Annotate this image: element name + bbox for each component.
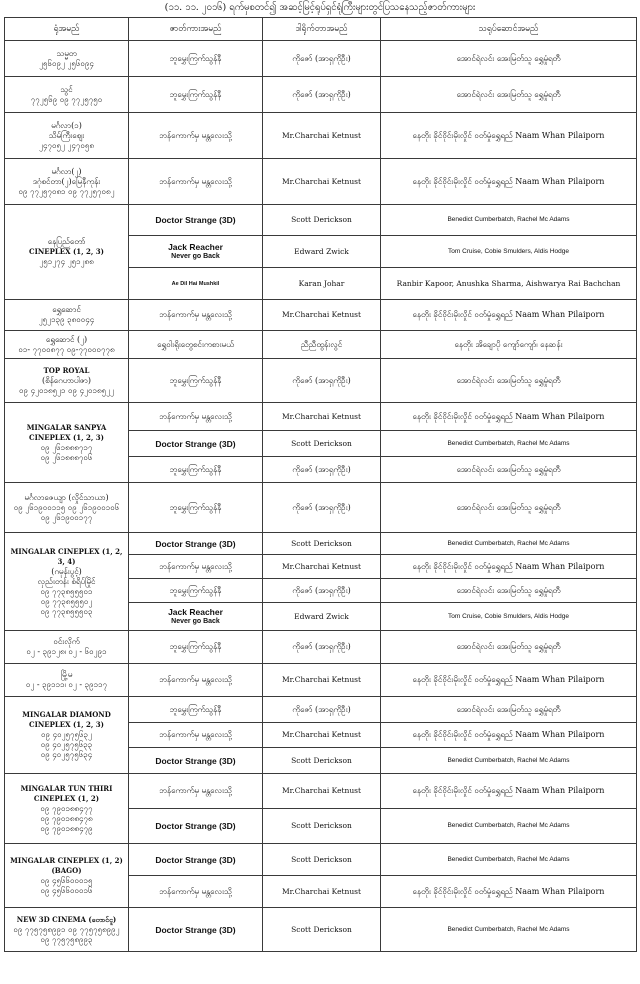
film-cell	[129, 603, 263, 631]
cinema-phone: ၀၉ ၄၀၂၅၇၅၆၃၂	[41, 730, 92, 739]
cinema-subname: CINEPLEX (1, 2, 3)	[29, 247, 104, 256]
cinema-phone: ၀၉ ၇၉၀၁၈၈၄၇၈	[40, 813, 93, 823]
director-cell: Mr.Charchai Ketnust	[263, 113, 381, 159]
cinema-cell	[5, 844, 129, 908]
cast-cell: Benedict Cumberbatch, Rachel Mc Adams	[381, 205, 637, 236]
table-row	[5, 664, 637, 697]
cinema-phone: ၀၉ ၄၂၀၁၈၅၂၁ ၀၉ ၄၂၀၁၈၅၂၂	[19, 385, 114, 395]
cinema-cell	[5, 159, 129, 205]
film-cell: ဘန်ကောက်မှ မန္တလေးသို့	[129, 113, 263, 159]
director-cell: ကိုဇော် (အာရှကိုဦး)	[263, 483, 381, 533]
film-cell: Doctor Strange (3D)	[129, 809, 263, 844]
cast-cell: နေတိုး ခိုင်ဝိုင်းမိုးလှိုင် ဝတ်မှုံရွှေရည် Naam Whan Pilaiporn	[381, 876, 637, 908]
film-cell: ဘူမွှေးကြက်သွန်နီ	[129, 631, 263, 664]
director-cell: Mr.Charchai Ketnust	[263, 723, 381, 748]
director-cell: Karan Johar	[263, 268, 381, 300]
film-subtitle: Never go Back	[171, 252, 220, 260]
director-cell: ကိုဇော် (အာရှကိုဦး)	[263, 41, 381, 77]
film-cell: ဘူမွှေးကြက်သွန်နီ	[129, 41, 263, 77]
cinema-phone: ၂၅၂၁၃၉ ၃၈၀၀၄၄	[38, 315, 95, 324]
film-cell: ဘူမွှေးကြက်သွန်နီ	[129, 359, 263, 403]
director-cell: Mr.Charchai Ketnust	[263, 403, 381, 431]
director-cell: Scott Derickson	[263, 844, 381, 876]
cinema-location: လှည်းတန်း စံရိပ်မြိုင်	[37, 576, 96, 586]
director-cell: ကိုဇော် (အာရှကိုဦး)	[263, 579, 381, 603]
cinema-phone: ၀၉ ၄၀၂၅၇၅၆၃၄	[40, 750, 93, 759]
cinema-phone: ၀၉ ၄၀၂၅၇၅၆၃၃	[40, 740, 93, 749]
cinema-phone: ၂၅၁၂၇၄ ၂၅၁၂၈၈	[39, 257, 94, 266]
cinema-name: ရွှေဆောင် (၂)	[45, 334, 88, 344]
film-cell: ဘန်ကောက်မှ မန္တလေးသို့	[129, 664, 263, 697]
showtimes-table	[4, 17, 637, 952]
table-row	[5, 331, 637, 359]
director-cell: ကိုဇော် (အာရှကိုဦး)	[263, 77, 381, 113]
cinema-name: ဝင်းလိုက်	[53, 637, 80, 646]
cinema-phone: ၀၉ ၂၆၁၉၀၀၁၇၇	[40, 512, 93, 522]
cast-cell: နေတိုး ခိုင်ဝိုင်းမိုးလှိုင် ဝတ်မှုံရွှေရည် Naam Whan Pilaiporn	[381, 664, 637, 697]
cast-cell: Benedict Cumberbatch, Rachel Mc Adams	[381, 908, 637, 952]
cinema-phone: ၂၄၇၀၅၂ ၂၄၇၀၅၈	[39, 140, 94, 150]
table-row	[5, 359, 637, 403]
film-cell: ဘူမွှေးကြက်သွန်နီ	[129, 579, 263, 603]
cinema-name: သမ္မတ	[56, 48, 77, 58]
film-cell: ဘန်ကောက်မှ မန္တလေးသို့	[129, 774, 263, 809]
table-header-row	[5, 18, 637, 41]
film-cell: Doctor Strange (3D)	[129, 748, 263, 774]
cast-cell: Benedict Cumberbatch, Rachel Mc Adams	[381, 809, 637, 844]
cinema-cell	[5, 113, 129, 159]
director-cell: Edward Zwick	[263, 603, 381, 631]
cinema-phone: ၀၉ ၄၅၆၆၀၀၀၁၅	[40, 875, 93, 885]
film-title: Jack Reacher	[168, 241, 223, 252]
table-row	[5, 205, 637, 236]
cinema-subname: CINEPLEX (1, 2, 3)	[29, 720, 104, 729]
cinema-subname: CINEPLEX (1, 2, 3)	[29, 432, 104, 442]
cinema-phone: ၀၉ ၂၆၁၈၈၈၇၀၆	[40, 452, 93, 462]
director-cell: Mr.Charchai Ketnust	[263, 774, 381, 809]
cast-cell: အောင်ရဲလင်း အေးမြတ်သူ ရွှေမှုံရတီ	[381, 697, 637, 723]
film-cell: ဘန်ကောက်မှ မန္တလေးသို့	[129, 300, 263, 331]
cast-cell: Benedict Cumberbatch, Rachel Mc Adams	[381, 533, 637, 555]
film-cell: ဘန်ကောက်မှ မန္တလေးသို့	[129, 723, 263, 748]
cinema-name: ရွှေဆောင်	[52, 305, 81, 314]
film-cell: ဘူမွှေးကြက်သွန်နီ	[129, 77, 263, 113]
table-row	[5, 403, 637, 431]
cinema-subname: CINEPLEX (1, 2)	[33, 793, 100, 803]
cinema-name: မင်္ဂလာ(၁)	[51, 120, 82, 130]
director-cell: ကိုဇော် (အာရှကိုဦး)	[263, 697, 381, 723]
cinema-phone: ၀၉ ၇၇၃၈၅၅၅၀၁	[40, 586, 93, 596]
director-cell: Scott Derickson	[263, 748, 381, 774]
table-row	[5, 113, 637, 159]
cinema-cell	[5, 403, 129, 483]
header-director: ဒါရိုက်တာအမည်	[263, 18, 381, 41]
cinema-name: နေပြည်တော်	[47, 237, 86, 246]
table-row	[5, 631, 637, 664]
cinema-cell	[5, 631, 129, 664]
cast-cell: နေတိုး ခိုင်ဝိုင်းမိုးလှိုင် ဝတ်မှုံရွှေရည် Naam Whan Pilaiporn	[381, 300, 637, 331]
cinema-phone: ၀၂ - ၃၉၁၂၈၊ ၀၂ - ၆၀၂၉၁	[26, 647, 107, 656]
film-cell: Ae Dil Hai Mushkil	[129, 268, 263, 300]
film-cell: ဘန်ကောက်မှ မန္တလေးသို့	[129, 555, 263, 579]
film-cell	[129, 236, 263, 268]
cinema-phone: ၀၉ ၇၇၅၇၅၈၉၉၃	[40, 934, 93, 944]
cast-cell: အောင်ရဲလင်း အေးမြတ်သူ ရွှေမှုံရတီ	[381, 631, 637, 664]
cinema-name: မြို့မ	[60, 670, 73, 679]
cinema-location: (ဂမုန်းပွင့်)	[51, 566, 82, 576]
cinema-phone: ၇၇၂၅၆၉ ၀၉ ၇၇၂၅၇၅၀	[30, 94, 103, 104]
cinema-subname: (BAGO)	[51, 865, 82, 875]
cast-cell: နေတိုး ခိုင်ဝိုင်းမိုးလှိုင် ဝတ်မှုံရွှေရည် Naam Whan Pilaiporn	[381, 159, 637, 205]
cinema-cell	[5, 483, 129, 533]
director-cell: Mr.Charchai Ketnust	[263, 664, 381, 697]
table-row	[5, 908, 637, 952]
cast-cell: Tom Cruise, Cobie Smulders, Aldis Hodge	[381, 236, 637, 268]
director-cell: Edward Zwick	[263, 236, 381, 268]
cinema-cell	[5, 41, 129, 77]
cast-cell: နေတိုး ခိုင်ဝိုင်းမိုးလှိုင် ဝတ်မှုံရွှေရည် Naam Whan Pilaiporn	[381, 774, 637, 809]
cinema-cell	[5, 359, 129, 403]
cinema-name: MINGALAR SANPYA	[26, 422, 107, 432]
cinema-phone: ၂၅၆၀၉၂ ၂၅၆၀၉၄	[39, 58, 94, 68]
cinema-location: ဒဂုံစင်တာ(၂)မြေနီကုန်း	[32, 176, 101, 186]
cinema-phone: ၀၉ ၇၇၂၅၇၀၈၁ ၀၉ ၇၇၂၅၇၀၈၂	[18, 186, 115, 196]
cast-cell: အောင်ရဲလင်း အေးမြတ်သူ ရွှေမှုံရတီ	[381, 457, 637, 483]
director-cell: Scott Derickson	[263, 431, 381, 457]
cinema-name: MINGALAR CINEPLEX (1, 2)	[10, 855, 123, 865]
table-row	[5, 697, 637, 723]
director-cell: Mr.Charchai Ketnust	[263, 300, 381, 331]
director-cell: ကိုဇော် (အာရှကိုဦး)	[263, 631, 381, 664]
table-row	[5, 844, 637, 876]
cast-cell: နေတိုး ခိုင်ဝိုင်းမိုးလှိုင် ဝတ်မှုံရွှေရည် Naam Whan Pilaiporn	[381, 555, 637, 579]
film-cell: ဘန်ကောက်မှ မန္တလေးသို့	[129, 403, 263, 431]
table-row	[5, 41, 637, 77]
cinema-phone: ၀၉ ၇၇၅၇၅၈၉၉၁ ၀၉ ၇၇၅၇၅၈၉၉၂	[13, 924, 120, 934]
cinema-phone: ၀၉ ၇၇၃၈၅၅၅၀၂	[40, 596, 93, 606]
cinema-phone: ၀၉ ၇၉၀၁၈၈၄၇၉	[40, 823, 93, 833]
cast-cell: Ranbir Kapoor, Anushka Sharma, Aishwarya Rai Bachchan	[381, 268, 637, 300]
film-cell: ဘူမွှေးကြက်သွန်နီ	[129, 457, 263, 483]
cinema-name: NEW 3D CINEMA (တောင်ငူ)	[16, 914, 117, 924]
cinema-phone: ၀၉ ၇၇၃၈၅၅၅၀၃	[40, 606, 93, 616]
film-cell: ဘန်ကောက်မှ မန္တလေးသို့	[129, 876, 263, 908]
table-row	[5, 300, 637, 331]
table-row	[5, 77, 637, 113]
film-subtitle: Never go Back	[171, 617, 220, 625]
director-cell: ကိုဇော် (အာရှကိုဦး)	[263, 359, 381, 403]
table-row	[5, 774, 637, 809]
header-cinema: ရုံအမည်	[5, 18, 129, 41]
director-cell: Mr.Charchai Ketnust	[263, 876, 381, 908]
cast-cell: Benedict Cumberbatch, Rachel Mc Adams	[381, 844, 637, 876]
cinema-cell	[5, 331, 129, 359]
cinema-phone: ၀၉ ၂၆၁၈၈၈၇၁၇	[40, 442, 93, 452]
page-title: (၁၁. ၁၁. ၂၀၁၆) ရက်မှစတင်၍ အဆင့်မြင့်ရုပ်ရှင်ရုံကြီးများတွင်ပြသနေသည့်ဇာတ်ကားများ	[164, 2, 476, 13]
table-row	[5, 483, 637, 533]
cast-cell: အောင်ရဲလင်း အေးမြတ်သူ ရွှေမှုံရတီ	[381, 483, 637, 533]
cinema-cell	[5, 533, 129, 631]
cast-cell: အောင်ရဲလင်း အေးမြတ်သူ ရွှေမှုံရတီ	[381, 41, 637, 77]
cinema-cell	[5, 774, 129, 844]
director-cell: Mr.Charchai Ketnust	[263, 159, 381, 205]
cinema-name: MINGALAR TUN THIRI	[20, 783, 113, 793]
table-row	[5, 533, 637, 555]
film-cell: Doctor Strange (3D)	[129, 844, 263, 876]
director-cell: Scott Derickson	[263, 809, 381, 844]
director-cell: Scott Derickson	[263, 205, 381, 236]
cinema-phone: ၀၂ - ၃၉၁၁၁၊ ၀၂ - ၃၉၁၁၇	[25, 680, 108, 689]
cinema-name: မင်္ဂလာ(၂)	[51, 166, 82, 176]
cinema-cell	[5, 664, 129, 697]
cinema-location: (စိန်ဂေဟာပါဇာ)	[42, 375, 91, 385]
director-cell: Scott Derickson	[263, 908, 381, 952]
cast-cell: အောင်ရဲလင်း အေးမြတ်သူ ရွှေမှုံရတီ	[381, 77, 637, 113]
cast-cell: နေတိုး ခိုင်ဝိုင်းမိုးလှိုင် ဝတ်မှုံရွှေရည် Naam Whan Pilaiporn	[381, 113, 637, 159]
cinema-name: MINGALAR DIAMOND	[22, 710, 111, 719]
film-cell: ရွှေဝါးရိုးတွေစင်းကစားမယ်	[129, 331, 263, 359]
cinema-cell	[5, 300, 129, 331]
director-cell: ကိုဇော် (အာရှကိုဦး)	[263, 457, 381, 483]
film-cell: Doctor Strange (3D)	[129, 205, 263, 236]
cinema-phone: ၀၉ ၂၆၁၉၀၀၁၁၅ ၀၉ ၂၆၁၉၀၀၁၀၆	[13, 502, 120, 512]
cast-cell: အောင်ရဲလင်း အေးမြတ်သူ ရွှေမှုံရတီ	[381, 579, 637, 603]
film-cell: ဘန်ကောက်မှ မန္တလေးသို့	[129, 159, 263, 205]
cinema-phone: ၀၁- ၇၇၀၀၈၇၇ ၀၉-၇၇၀၀၀၇၇၈	[18, 344, 115, 354]
cinema-name: MINGALAR CINEPLEX (1, 2, 3, 4)	[10, 546, 123, 566]
cinema-cell	[5, 77, 129, 113]
film-cell: Doctor Strange (3D)	[129, 533, 263, 555]
cast-cell: နေတိုး ခိုင်ဝိုင်းမိုးလှိုင် ဝတ်မှုံရွှေရည် Naam Whan Pilaiporn	[381, 403, 637, 431]
cinema-cell	[5, 908, 129, 952]
cast-cell: အောင်ရဲလင်း အေးမြတ်သူ ရွှေမှုံရတီ	[381, 359, 637, 403]
director-cell: ညီညီထွန်းလွင်	[263, 331, 381, 359]
cast-cell: Benedict Cumberbatch, Rachel Mc Adams	[381, 431, 637, 457]
film-cell: ဘူမွှေးကြက်သွန်နီ	[129, 697, 263, 723]
cinema-cell	[5, 205, 129, 300]
cinema-location: သိမ်ကြီးဈေး	[48, 130, 85, 140]
film-title: Jack Reacher	[168, 606, 223, 617]
film-cell: Doctor Strange (3D)	[129, 431, 263, 457]
director-cell: Mr.Charchai Ketnust	[263, 555, 381, 579]
cinema-name: TOP ROYAL	[43, 365, 90, 375]
header-cast: သရုပ်ဆောင်အမည်	[381, 18, 637, 41]
cinema-name: သွင်	[60, 84, 73, 94]
film-cell: Doctor Strange (3D)	[129, 908, 263, 952]
director-cell: Scott Derickson	[263, 533, 381, 555]
cast-cell: Benedict Cumberbatch, Rachel Mc Adams	[381, 748, 637, 774]
cinema-name: မင်္ဂလာဇေယျာ (လှိုင်သာယာ)	[24, 492, 109, 502]
header-film: ဇာတ်ကားအမည်	[129, 18, 263, 41]
cinema-phone: ၀၉ ၄၅၆၆၀၀၀၁၆	[40, 885, 93, 895]
table-row	[5, 159, 637, 205]
cast-cell: Tom Cruise, Cobie Smulders, Aldis Hodge	[381, 603, 637, 631]
film-cell: ဘူမွှေးကြက်သွန်နီ	[129, 483, 263, 533]
cast-cell: နေတိုး ခိုင်ဝိုင်းမိုးလှိုင် ဝတ်မှုံရွှေရည် Naam Whan Pilaiporn	[381, 723, 637, 748]
cast-cell: နေတိုး အိချောပို ကျော်ကျော်၊ နေဆန်း	[381, 331, 637, 359]
cinema-cell	[5, 697, 129, 774]
cinema-phone: ၀၉ ၇၉၀၁၈၈၄၇၇	[40, 803, 93, 813]
